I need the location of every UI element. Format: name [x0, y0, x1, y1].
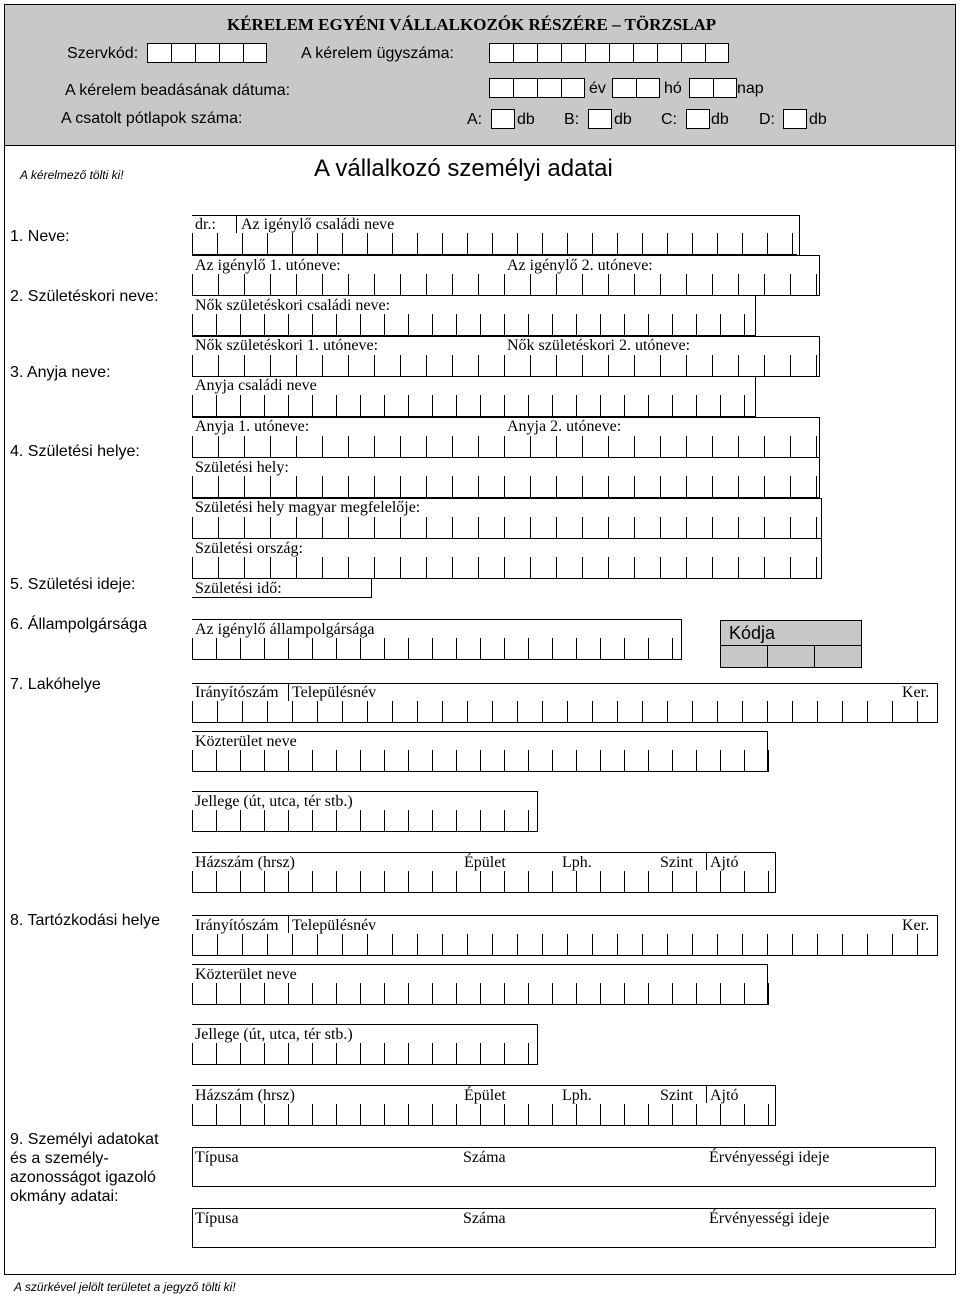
- birth-family-input[interactable]: [192, 314, 756, 336]
- birthplace-input[interactable]: [192, 476, 820, 498]
- month-label: hó: [664, 80, 682, 97]
- birthplace-hu-input[interactable]: [192, 517, 822, 539]
- datum-label: A kérelem beadásának dátuma:: [65, 82, 291, 99]
- document-expiry-label: Érvényességi ideje: [709, 1149, 830, 1166]
- document-number-label: Száma: [463, 1149, 506, 1166]
- family-name-label: Az igénylő családi neve: [241, 216, 395, 233]
- birth-family-label: Nők születéskori családi neve:: [195, 297, 391, 314]
- door-label: Ajtó: [710, 1087, 739, 1104]
- mother-given-2-label: Anyja 2. utóneve:: [507, 418, 622, 435]
- citizenship-label: Az igénylő állampolgársága: [195, 621, 375, 638]
- house-number-label: Házszám (hrsz): [195, 1087, 295, 1104]
- residence-house-input[interactable]: [192, 871, 776, 893]
- section-7-label: 7. Lakóhelye: [10, 676, 101, 693]
- given-name-1-label: Az igénylő 1. utóneve:: [195, 257, 341, 274]
- floor-label: Szint: [660, 1087, 693, 1104]
- potlapok-label: A csatolt pótlapok száma:: [61, 110, 243, 127]
- registry-header: [4, 4, 956, 146]
- city-label: Településnév: [292, 917, 377, 934]
- family-name-input[interactable]: [192, 233, 797, 255]
- section-title: A vállalkozó személyi adatai: [314, 155, 613, 182]
- document-expiry-label: Érvényességi ideje: [709, 1210, 830, 1227]
- d-count-field[interactable]: [783, 109, 807, 129]
- street-type-label: Jellege (út, utca, tér stb.): [195, 793, 353, 810]
- stay-house-input[interactable]: [192, 1104, 776, 1126]
- section-4-label: 4. Születési helye:: [10, 443, 140, 460]
- citizenship-input[interactable]: [192, 638, 682, 660]
- street-type-label: Jellege (út, utca, tér stb.): [195, 1026, 353, 1043]
- mother-given-input[interactable]: [192, 436, 820, 458]
- staircase-label: Lph.: [562, 1087, 592, 1104]
- mother-family-input[interactable]: [192, 395, 756, 417]
- applicant-note: A kérelmező tölti ki!: [20, 168, 124, 182]
- d-label: D:: [759, 111, 775, 128]
- stay-city-input[interactable]: [192, 934, 938, 956]
- szervkod-label: Szervkód:: [67, 45, 139, 62]
- floor-label: Szint: [660, 854, 693, 871]
- section-3-label: 3. Anyja neve:: [10, 364, 111, 381]
- residence-type-input[interactable]: [192, 810, 538, 832]
- clerk-note: A szürkével jelölt területet a jegyző tölti ki!: [14, 1280, 236, 1294]
- document-type-label: Típusa: [195, 1149, 239, 1166]
- door-label: Ajtó: [710, 854, 739, 871]
- birth-country-input[interactable]: [192, 557, 822, 579]
- section-2-label: 2. Születéskori neve:: [10, 288, 159, 305]
- street-label: Közterület neve: [195, 966, 297, 983]
- given-names-input[interactable]: [192, 274, 820, 296]
- birthplace-hu-label: Születési hely magyar megfelelője:: [195, 499, 421, 516]
- given-name-2-label: Az igénylő 2. utóneve:: [507, 257, 653, 274]
- db-label: db: [614, 111, 632, 128]
- code-divider: [721, 645, 861, 646]
- c-count-field[interactable]: [686, 109, 710, 129]
- document-2-row[interactable]: [192, 1208, 936, 1248]
- day-label: nap: [737, 80, 764, 97]
- birth-date-input[interactable]: [192, 597, 372, 598]
- month-field[interactable]: [612, 78, 660, 98]
- birth-given-1-label: Nők születéskori 1. utóneve:: [195, 337, 379, 354]
- a-count-field[interactable]: [491, 109, 515, 129]
- stay-street-input[interactable]: [192, 983, 768, 1005]
- form-title: KÉRELEM EGYÉNI VÁLLALKOZÓK RÉSZÉRE – TÖRZSLAP: [227, 15, 717, 34]
- district-label: Ker.: [902, 684, 930, 701]
- postcode-divider: [288, 683, 289, 701]
- section-6-label: 6. Állampolgársága: [10, 616, 147, 633]
- a-label: A:: [467, 111, 483, 128]
- mother-given-1-label: Anyja 1. utóneve:: [195, 418, 310, 435]
- dr-label: dr.:: [195, 216, 216, 233]
- section-1-label: 1. Neve:: [10, 228, 70, 245]
- birth-given-input[interactable]: [192, 355, 820, 377]
- stay-type-input[interactable]: [192, 1043, 538, 1065]
- birth-date-label: Születési idő:: [195, 580, 282, 597]
- code-divider: [814, 645, 815, 667]
- mother-family-label: Anyja családi neve: [195, 377, 317, 394]
- birth-given-2-label: Nők születéskori 2. utóneve:: [507, 337, 691, 354]
- year-label: év: [589, 80, 606, 97]
- postcode-label: Irányítószám: [195, 917, 279, 934]
- c-label: C:: [661, 111, 677, 128]
- building-label: Épület: [464, 854, 506, 871]
- dr-divider: [236, 215, 237, 233]
- b-label: B:: [564, 111, 580, 128]
- city-label: Településnév: [292, 684, 377, 701]
- ugyszam-field[interactable]: [489, 43, 729, 63]
- document-1-row[interactable]: [192, 1147, 936, 1187]
- birthplace-label: Születési hely:: [195, 459, 289, 476]
- document-number-label: Száma: [463, 1210, 506, 1227]
- szervkod-field[interactable]: [147, 43, 267, 63]
- section-5-label: 5. Születési ideje:: [10, 576, 136, 593]
- district-label: Ker.: [902, 917, 930, 934]
- db-label: db: [809, 111, 827, 128]
- citizenship-code-box: [720, 620, 862, 668]
- postcode-divider: [288, 915, 289, 933]
- code-divider: [767, 645, 768, 667]
- house-number-label: Házszám (hrsz): [195, 854, 295, 871]
- db-label: db: [517, 111, 535, 128]
- b-count-field[interactable]: [588, 109, 612, 129]
- db-label: db: [711, 111, 729, 128]
- year-field[interactable]: [489, 78, 585, 98]
- street-label: Közterület neve: [195, 733, 297, 750]
- postcode-label: Irányítószám: [195, 684, 279, 701]
- building-label: Épület: [464, 1087, 506, 1104]
- citizenship-code-label: Kódja: [729, 623, 776, 643]
- birth-country-label: Születési ország:: [195, 540, 303, 557]
- staircase-label: Lph.: [562, 854, 592, 871]
- section-8-label: 8. Tartózkodási helye: [10, 912, 161, 929]
- day-field[interactable]: [689, 78, 737, 98]
- floor-divider: [706, 1085, 707, 1103]
- ugyszam-label: A kérelem ügyszáma:: [301, 45, 454, 62]
- document-type-label: Típusa: [195, 1210, 239, 1227]
- section-9-label: 9. Személyi adatokat és a személy-azonosságot igazoló okmány adatai:: [10, 1131, 159, 1205]
- residence-street-input[interactable]: [192, 750, 768, 772]
- residence-city-input[interactable]: [192, 701, 938, 723]
- floor-divider: [706, 852, 707, 870]
